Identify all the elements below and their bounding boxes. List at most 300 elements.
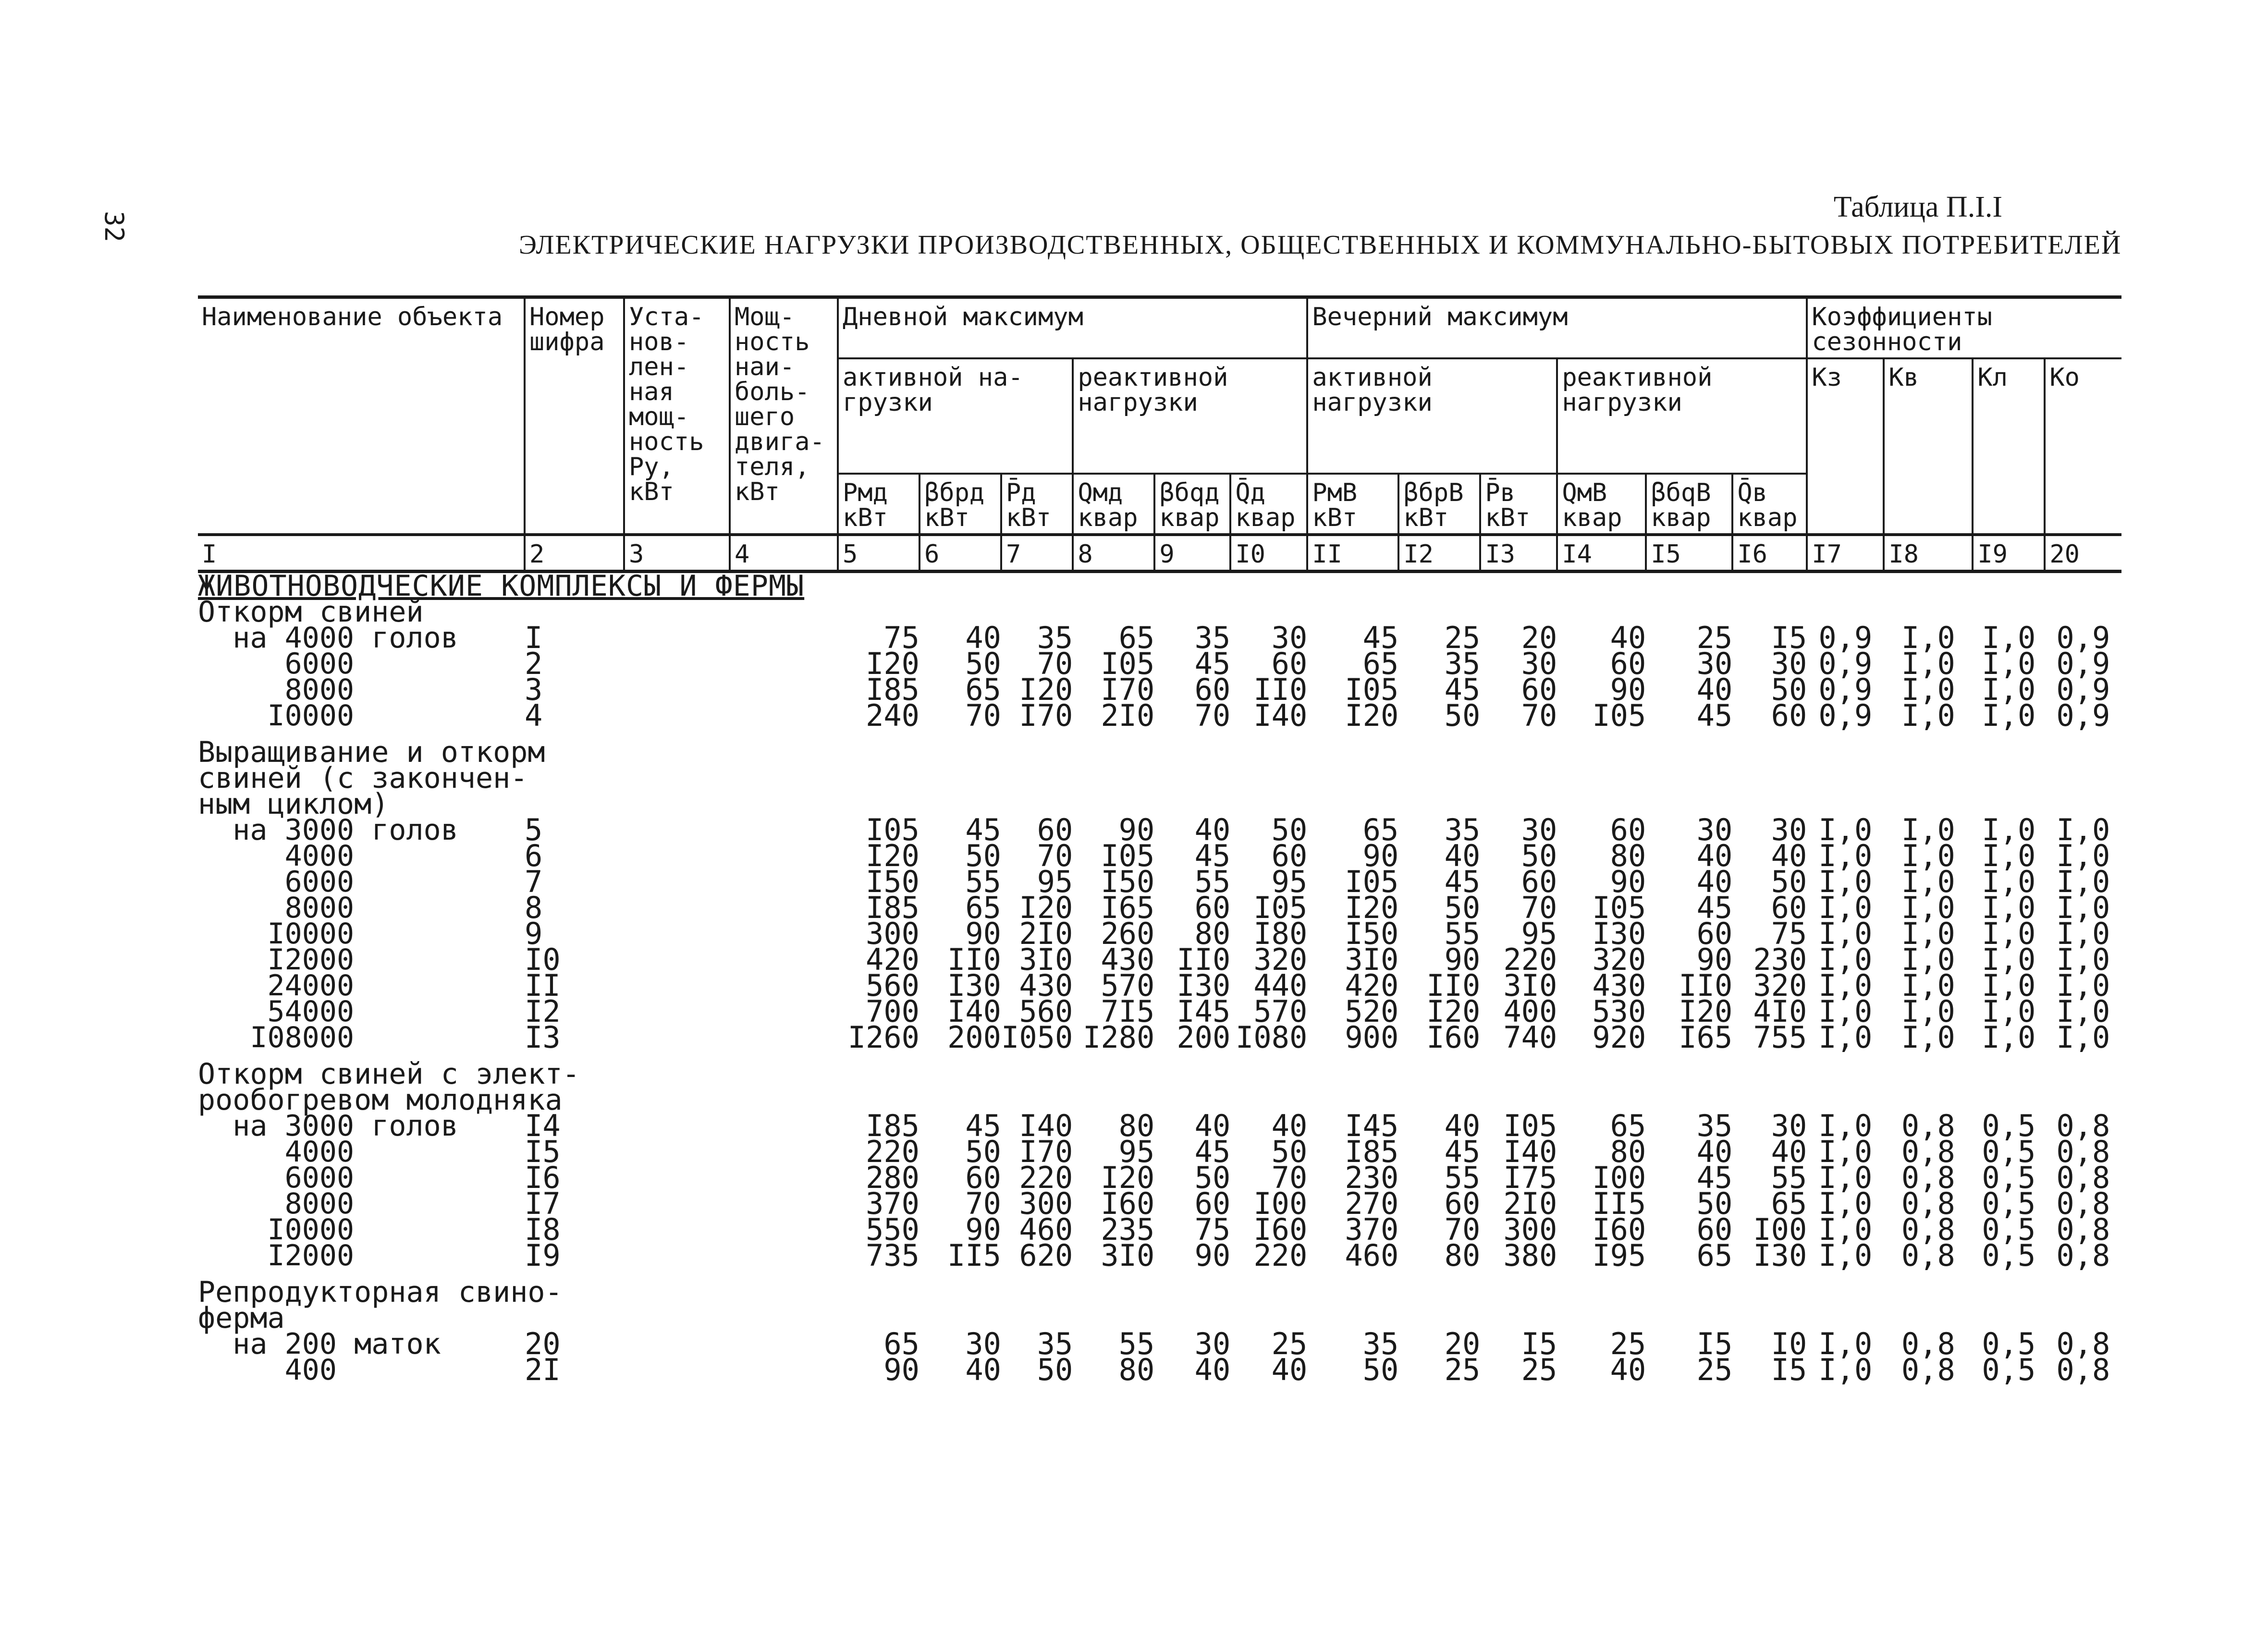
coefficient-cell: I,0 bbox=[1982, 812, 2036, 847]
value-cell: I85 bbox=[866, 672, 919, 707]
value-cell: 220 bbox=[866, 1134, 919, 1169]
value-cell: I85 bbox=[866, 890, 919, 925]
value-cell: I70 bbox=[1019, 698, 1073, 733]
value-cell: 200 bbox=[1177, 1020, 1231, 1055]
value-cell: 200 bbox=[947, 1020, 1001, 1055]
value-cell: I45 bbox=[1177, 994, 1231, 1029]
installed-power-cell bbox=[624, 1025, 730, 1051]
coefficient-cell: 0,9 bbox=[2056, 672, 2110, 707]
value-cell: 20 bbox=[1444, 1326, 1481, 1361]
value-cell: 75 bbox=[1771, 916, 1807, 951]
value-cell: I60 bbox=[1426, 1020, 1481, 1055]
cipher-number: I0 bbox=[525, 942, 561, 977]
value-cell: 90 bbox=[1696, 942, 1733, 977]
value-cell: 45 bbox=[1444, 1134, 1481, 1169]
value-cell: I45 bbox=[1345, 1108, 1399, 1143]
value-cell: 70 bbox=[1444, 1212, 1481, 1247]
coefficient-cell: I,0 bbox=[1982, 838, 2036, 873]
coefficient-cell: I,0 bbox=[1818, 1326, 1873, 1361]
value-cell: 35 bbox=[1444, 812, 1481, 847]
installed-power-cell bbox=[624, 817, 730, 843]
value-cell: 50 bbox=[965, 1134, 1001, 1169]
value-cell: 320 bbox=[1753, 968, 1807, 1003]
object-name: I0000 bbox=[198, 917, 355, 951]
value-cell: 60 bbox=[1037, 812, 1073, 847]
cipher-number: I3 bbox=[525, 1020, 561, 1055]
value-cell: 40 bbox=[1771, 838, 1807, 873]
value-cell: 60 bbox=[1521, 672, 1557, 707]
value-cell: I50 bbox=[866, 864, 919, 899]
motor-power-cell bbox=[730, 869, 838, 895]
value-cell: 95 bbox=[1271, 864, 1308, 899]
value-cell: 240 bbox=[866, 698, 919, 733]
header-symbol: Q̄в bbox=[1737, 478, 1767, 507]
value-cell: 80 bbox=[1610, 838, 1646, 873]
group-title: Выращивание и откорм свиней (с закончен- ным циклом) bbox=[198, 735, 545, 821]
value-cell: 90 bbox=[1610, 672, 1646, 707]
cipher-number: 8 bbox=[525, 890, 543, 925]
coefficient-cell: I,0 bbox=[1901, 812, 1955, 847]
value-cell: 30 bbox=[1771, 812, 1807, 847]
value-cell: 2I0 bbox=[1503, 1186, 1557, 1221]
value-cell: 60 bbox=[1771, 890, 1807, 925]
value-cell: 40 bbox=[1696, 838, 1733, 873]
value-cell: 65 bbox=[883, 1326, 919, 1361]
value-cell: I260 bbox=[847, 1020, 919, 1055]
value-cell: 30 bbox=[1194, 1326, 1231, 1361]
object-name: на 200 маток bbox=[198, 1327, 441, 1361]
installed-power-cell bbox=[624, 703, 730, 729]
value-cell: 50 bbox=[1271, 812, 1308, 847]
value-cell: 60 bbox=[1194, 1186, 1231, 1221]
value-cell: I20 bbox=[1101, 1160, 1155, 1195]
value-cell: I05 bbox=[1592, 698, 1646, 733]
header-day-active: активной на-грузки bbox=[838, 358, 1073, 474]
coefficient-cell: I,0 bbox=[2056, 864, 2110, 899]
value-cell: 3I0 bbox=[1019, 942, 1073, 977]
installed-power-cell bbox=[624, 1331, 730, 1357]
header-symbol: Qмд bbox=[1078, 478, 1123, 507]
value-cell: 55 bbox=[1771, 1160, 1807, 1195]
coefficient-cell: I,0 bbox=[1901, 916, 1955, 951]
value-cell: 90 bbox=[1610, 864, 1646, 899]
value-cell: 65 bbox=[1696, 1238, 1733, 1273]
cipher-number: I7 bbox=[525, 1186, 561, 1221]
object-name: 8000 bbox=[198, 891, 355, 925]
coefficient-cell: I,0 bbox=[2056, 1020, 2110, 1055]
value-cell: 520 bbox=[1345, 994, 1399, 1029]
header-unit-cell bbox=[1480, 474, 1557, 535]
column-number: 2 bbox=[525, 535, 624, 572]
cipher-number: 2 bbox=[525, 646, 543, 681]
value-cell: 80 bbox=[1118, 1352, 1155, 1387]
value-cell: 95 bbox=[1037, 864, 1073, 899]
value-cell: I40 bbox=[1253, 698, 1308, 733]
value-cell: 35 bbox=[1362, 1326, 1399, 1361]
motor-power-cell bbox=[730, 703, 838, 729]
coefficient-cell: I,0 bbox=[1901, 698, 1955, 733]
value-cell: 755 bbox=[1753, 1020, 1807, 1055]
value-cell: 70 bbox=[965, 1186, 1001, 1221]
value-cell: 70 bbox=[1037, 646, 1073, 681]
header-k-winter: Кз bbox=[1807, 358, 1884, 535]
value-cell: 300 bbox=[1019, 1186, 1073, 1221]
value-cell: 70 bbox=[1194, 698, 1231, 733]
coefficient-cell: I,0 bbox=[1818, 1238, 1873, 1273]
motor-power-cell bbox=[730, 1331, 838, 1357]
value-cell: I20 bbox=[1679, 994, 1733, 1029]
value-cell: 45 bbox=[1696, 1160, 1733, 1195]
value-cell: I70 bbox=[1019, 1134, 1073, 1169]
value-cell: 60 bbox=[1521, 864, 1557, 899]
cipher-number: 2I bbox=[525, 1352, 561, 1387]
coefficient-cell: I,0 bbox=[2056, 812, 2110, 847]
header-unit-cell bbox=[919, 474, 1001, 535]
value-cell: I50 bbox=[1101, 864, 1155, 899]
motor-power-cell bbox=[730, 843, 838, 869]
section-row bbox=[198, 572, 2121, 599]
header-k-summer: Кл bbox=[1973, 358, 2045, 535]
value-cell: 55 bbox=[965, 864, 1001, 899]
value-cell: 430 bbox=[1019, 968, 1073, 1003]
value-cell: 55 bbox=[1194, 864, 1231, 899]
value-cell: 430 bbox=[1101, 942, 1155, 977]
coefficient-cell: 0,5 bbox=[1982, 1160, 2036, 1195]
header-unit-cell bbox=[1646, 474, 1732, 535]
value-cell: 65 bbox=[965, 672, 1001, 707]
value-cell: II5 bbox=[947, 1238, 1001, 1273]
object-name: I0000 bbox=[198, 699, 355, 733]
installed-power-cell bbox=[624, 1191, 730, 1217]
value-cell: 30 bbox=[1696, 812, 1733, 847]
value-cell: 80 bbox=[1118, 1108, 1155, 1143]
value-cell: 40 bbox=[965, 1352, 1001, 1387]
cipher-number: I bbox=[525, 620, 543, 655]
coefficient-cell: I,0 bbox=[1901, 1020, 1955, 1055]
column-number: I6 bbox=[1732, 535, 1807, 572]
value-cell: 40 bbox=[1271, 1352, 1308, 1387]
cipher-number: I2 bbox=[525, 994, 561, 1029]
object-name: 8000 bbox=[198, 673, 355, 707]
installed-power-cell bbox=[624, 947, 730, 973]
object-name: 54000 bbox=[198, 995, 355, 1028]
value-cell: 50 bbox=[965, 838, 1001, 873]
value-cell: 230 bbox=[1345, 1160, 1399, 1195]
value-cell: 60 bbox=[1194, 890, 1231, 925]
cipher-number: 7 bbox=[525, 864, 543, 899]
value-cell: 320 bbox=[1592, 942, 1646, 977]
value-cell: 60 bbox=[1696, 916, 1733, 951]
table-label: Таблица П.I.I bbox=[1833, 191, 2002, 223]
header-motor-power: Мощ-ность наи-боль-шего двига-теля, кВт bbox=[730, 297, 838, 535]
motor-power-cell bbox=[730, 1217, 838, 1243]
header-evening-active: активной нагрузки bbox=[1307, 358, 1557, 474]
cipher-number: 20 bbox=[525, 1326, 561, 1361]
value-cell: I050 bbox=[1001, 1020, 1073, 1055]
value-cell: 70 bbox=[965, 698, 1001, 733]
coefficient-cell: I,0 bbox=[1901, 994, 1955, 1029]
coefficient-cell: I,0 bbox=[1901, 646, 1955, 681]
value-cell: I20 bbox=[1426, 994, 1481, 1029]
coefficient-cell: I,0 bbox=[1901, 620, 1955, 655]
motor-power-cell bbox=[730, 1165, 838, 1191]
value-cell: 40 bbox=[1610, 1352, 1646, 1387]
value-cell: II5 bbox=[1592, 1186, 1646, 1221]
motor-power-cell bbox=[730, 1139, 838, 1165]
coefficient-cell: I,0 bbox=[1818, 1160, 1873, 1195]
value-cell: 70 bbox=[1521, 698, 1557, 733]
coefficient-cell: 0,8 bbox=[1901, 1212, 1955, 1247]
table-row bbox=[198, 1357, 2121, 1383]
value-cell: 380 bbox=[1503, 1238, 1557, 1273]
value-cell: 60 bbox=[1194, 672, 1231, 707]
page-number: 32 bbox=[99, 210, 130, 243]
header-unit-cell bbox=[1398, 474, 1480, 535]
value-cell: 90 bbox=[1444, 942, 1481, 977]
motor-power-cell bbox=[730, 1243, 838, 1269]
value-cell: 70 bbox=[1521, 890, 1557, 925]
motor-power-cell bbox=[730, 895, 838, 921]
value-cell: 440 bbox=[1253, 968, 1308, 1003]
value-cell: II0 bbox=[1177, 942, 1231, 977]
object-name: I2000 bbox=[198, 943, 355, 977]
object-name: на 4000 голов bbox=[198, 621, 458, 655]
value-cell: 45 bbox=[965, 1108, 1001, 1143]
coefficient-cell: I,0 bbox=[1818, 890, 1873, 925]
value-cell: 235 bbox=[1101, 1212, 1155, 1247]
value-cell: 920 bbox=[1592, 1020, 1646, 1055]
value-cell: I50 bbox=[1345, 916, 1399, 951]
value-cell: 35 bbox=[1037, 620, 1073, 655]
value-cell: 30 bbox=[1521, 812, 1557, 847]
object-name: I2000 bbox=[198, 1239, 355, 1272]
header-k-autumn: Ко bbox=[2045, 358, 2121, 535]
value-cell: 60 bbox=[1610, 646, 1646, 681]
value-cell: 40 bbox=[1444, 838, 1481, 873]
value-cell: 30 bbox=[1771, 646, 1807, 681]
value-cell: 270 bbox=[1345, 1186, 1399, 1221]
value-cell: 65 bbox=[965, 890, 1001, 925]
coefficient-cell: I,0 bbox=[1818, 838, 1873, 873]
value-cell: 80 bbox=[1194, 916, 1231, 951]
value-cell: 220 bbox=[1019, 1160, 1073, 1195]
coefficient-cell: I,0 bbox=[1818, 812, 1873, 847]
motor-power-cell bbox=[730, 677, 838, 703]
coefficient-cell: I,0 bbox=[1982, 864, 2036, 899]
value-cell: 50 bbox=[1521, 838, 1557, 873]
table-title: ЭЛЕКТРИЧЕСКИЕ НАГРУЗКИ ПРОИЗВОДСТВЕННЫХ, ОБЩЕСТВЕННЫХ И КОММУНАЛЬНО-БЫТОВЫХ ПОТРЕБИТЕЛЕЙ bbox=[519, 230, 2122, 260]
coefficient-cell: I,0 bbox=[1901, 672, 1955, 707]
value-cell: 40 bbox=[1610, 620, 1646, 655]
coefficient-cell: I,0 bbox=[1818, 1212, 1873, 1247]
value-cell: 30 bbox=[1696, 646, 1733, 681]
coefficient-cell: 0,9 bbox=[2056, 698, 2110, 733]
value-cell: I20 bbox=[866, 838, 919, 873]
object-name: I08000 bbox=[198, 1021, 355, 1054]
motor-power-cell bbox=[730, 1025, 838, 1051]
coefficient-cell: I,0 bbox=[1818, 968, 1873, 1003]
value-cell: I60 bbox=[1592, 1212, 1646, 1247]
value-cell: I80 bbox=[1253, 916, 1308, 951]
value-cell: 50 bbox=[1362, 1352, 1399, 1387]
value-cell: 95 bbox=[1118, 1134, 1155, 1169]
header-evening-maximum: Вечерний максимум bbox=[1307, 297, 1807, 359]
value-cell: 570 bbox=[1253, 994, 1308, 1029]
column-number: I bbox=[198, 535, 525, 572]
header-unit: квар bbox=[1651, 503, 1711, 532]
value-cell: I20 bbox=[1345, 698, 1399, 733]
coefficient-cell: 0,9 bbox=[1818, 620, 1873, 655]
value-cell: 70 bbox=[1037, 838, 1073, 873]
coefficient-cell: I,0 bbox=[1818, 1134, 1873, 1169]
value-cell: 30 bbox=[1521, 646, 1557, 681]
value-cell: 60 bbox=[1271, 838, 1308, 873]
value-cell: 50 bbox=[1696, 1186, 1733, 1221]
value-cell: 45 bbox=[1444, 672, 1481, 707]
value-cell: 300 bbox=[866, 916, 919, 951]
coefficient-cell: I,0 bbox=[1982, 916, 2036, 951]
coefficient-cell: 0,8 bbox=[1901, 1352, 1955, 1387]
header-symbol: βбqд bbox=[1159, 478, 1220, 507]
coefficient-cell: 0,8 bbox=[1901, 1108, 1955, 1143]
value-cell: 40 bbox=[1444, 1108, 1481, 1143]
coefficient-cell: I,0 bbox=[2056, 838, 2110, 873]
value-cell: I20 bbox=[1019, 672, 1073, 707]
coefficient-cell: 0,8 bbox=[1901, 1238, 1955, 1273]
cipher-number: 9 bbox=[525, 916, 543, 951]
header-symbol: QмВ bbox=[1562, 478, 1607, 507]
coefficient-cell: I,0 bbox=[1982, 890, 2036, 925]
coefficient-cell: 0,5 bbox=[1982, 1238, 2036, 1273]
value-cell: I65 bbox=[1679, 1020, 1733, 1055]
value-cell: 45 bbox=[1194, 1134, 1231, 1169]
value-cell: 550 bbox=[866, 1212, 919, 1247]
motor-power-cell bbox=[730, 947, 838, 973]
value-cell: 30 bbox=[1271, 620, 1308, 655]
value-cell: 60 bbox=[1444, 1186, 1481, 1221]
value-cell: 2I0 bbox=[1101, 698, 1155, 733]
header-day-reactive: реактивной нагрузки bbox=[1073, 358, 1307, 474]
value-cell: 20 bbox=[1521, 620, 1557, 655]
coefficient-cell: I,0 bbox=[2056, 994, 2110, 1029]
header-k-spring: Кв bbox=[1884, 358, 1973, 535]
value-cell: I60 bbox=[1253, 1212, 1308, 1247]
value-cell: 50 bbox=[1194, 1160, 1231, 1195]
object-name: на 3000 голов bbox=[198, 813, 458, 847]
object-name: на 3000 голов bbox=[198, 1109, 458, 1143]
header-name: Наименование объекта bbox=[198, 297, 525, 535]
group-title: Откорм свиней с элект- рообогревом молодняка bbox=[198, 1057, 580, 1117]
value-cell: 420 bbox=[1345, 968, 1399, 1003]
value-cell: 50 bbox=[1771, 672, 1807, 707]
value-cell: I00 bbox=[1592, 1160, 1646, 1195]
value-cell: 40 bbox=[1696, 672, 1733, 707]
value-cell: I30 bbox=[947, 968, 1001, 1003]
value-cell: I30 bbox=[1753, 1238, 1807, 1273]
coefficient-cell: I,0 bbox=[1982, 968, 2036, 1003]
value-cell: I40 bbox=[947, 994, 1001, 1029]
coefficient-cell: I,0 bbox=[1901, 942, 1955, 977]
value-cell: I75 bbox=[1503, 1160, 1557, 1195]
column-number: 4 bbox=[730, 535, 838, 572]
installed-power-cell bbox=[624, 625, 730, 651]
value-cell: 50 bbox=[965, 646, 1001, 681]
value-cell: I05 bbox=[1592, 890, 1646, 925]
value-cell: 370 bbox=[1345, 1212, 1399, 1247]
header-symbol: Q̄д bbox=[1235, 478, 1265, 507]
value-cell: 400 bbox=[1503, 994, 1557, 1029]
header-unit: кВт bbox=[1312, 503, 1358, 532]
value-cell: 260 bbox=[1101, 916, 1155, 951]
value-cell: 95 bbox=[1521, 916, 1557, 951]
value-cell: 35 bbox=[1696, 1108, 1733, 1143]
value-cell: 4I0 bbox=[1753, 994, 1807, 1029]
installed-power-cell bbox=[624, 677, 730, 703]
group-title: Репродукторная свино- ферма bbox=[198, 1275, 563, 1335]
installed-power-cell bbox=[624, 1217, 730, 1243]
motor-power-cell bbox=[730, 999, 838, 1025]
value-cell: 45 bbox=[965, 812, 1001, 847]
header-symbol: Pмд bbox=[843, 478, 888, 507]
value-cell: 460 bbox=[1345, 1238, 1399, 1273]
value-cell: II0 bbox=[1253, 672, 1308, 707]
coefficient-cell: 0,9 bbox=[2056, 646, 2110, 681]
value-cell: I95 bbox=[1592, 1238, 1646, 1273]
header-unit-cell bbox=[1732, 474, 1807, 535]
motor-power-cell bbox=[730, 1113, 838, 1139]
value-cell: 35 bbox=[1037, 1326, 1073, 1361]
column-number: 9 bbox=[1154, 535, 1230, 572]
object-name: 8000 bbox=[198, 1187, 355, 1221]
value-cell: 7I5 bbox=[1101, 994, 1155, 1029]
value-cell: 300 bbox=[1503, 1212, 1557, 1247]
header-unit: кВт bbox=[1006, 503, 1051, 532]
object-name: I0000 bbox=[198, 1213, 355, 1247]
column-number: 3 bbox=[624, 535, 730, 572]
value-cell: 65 bbox=[1362, 646, 1399, 681]
value-cell: 2I0 bbox=[1019, 916, 1073, 951]
value-cell: I05 bbox=[1345, 864, 1399, 899]
motor-power-cell bbox=[730, 973, 838, 999]
value-cell: I280 bbox=[1083, 1020, 1155, 1055]
header-symbol: βбрВ bbox=[1403, 478, 1464, 507]
value-cell: 900 bbox=[1345, 1020, 1399, 1055]
header-unit: кВт bbox=[843, 503, 888, 532]
value-cell: 3I0 bbox=[1101, 1238, 1155, 1273]
motor-power-cell bbox=[730, 817, 838, 843]
coefficient-cell: I,0 bbox=[1818, 1352, 1873, 1387]
value-cell: 220 bbox=[1503, 942, 1557, 977]
value-cell: 25 bbox=[1521, 1352, 1557, 1387]
value-cell: 25 bbox=[1444, 620, 1481, 655]
coefficient-cell: 0,8 bbox=[1901, 1134, 1955, 1169]
value-cell: I05 bbox=[866, 812, 919, 847]
value-cell: 40 bbox=[1696, 864, 1733, 899]
value-cell: 570 bbox=[1101, 968, 1155, 1003]
coefficient-cell: 0,8 bbox=[2056, 1186, 2110, 1221]
value-cell: I60 bbox=[1101, 1186, 1155, 1221]
installed-power-cell bbox=[624, 921, 730, 947]
value-cell: 25 bbox=[1444, 1352, 1481, 1387]
coefficient-cell: 0,9 bbox=[1818, 698, 1873, 733]
installed-power-cell bbox=[624, 651, 730, 677]
value-cell: 3I0 bbox=[1345, 942, 1399, 977]
value-cell: I20 bbox=[1019, 890, 1073, 925]
value-cell: I5 bbox=[1771, 1352, 1807, 1387]
value-cell: 35 bbox=[1444, 646, 1481, 681]
value-cell: 220 bbox=[1253, 1238, 1308, 1273]
coefficient-cell: I,0 bbox=[2056, 890, 2110, 925]
